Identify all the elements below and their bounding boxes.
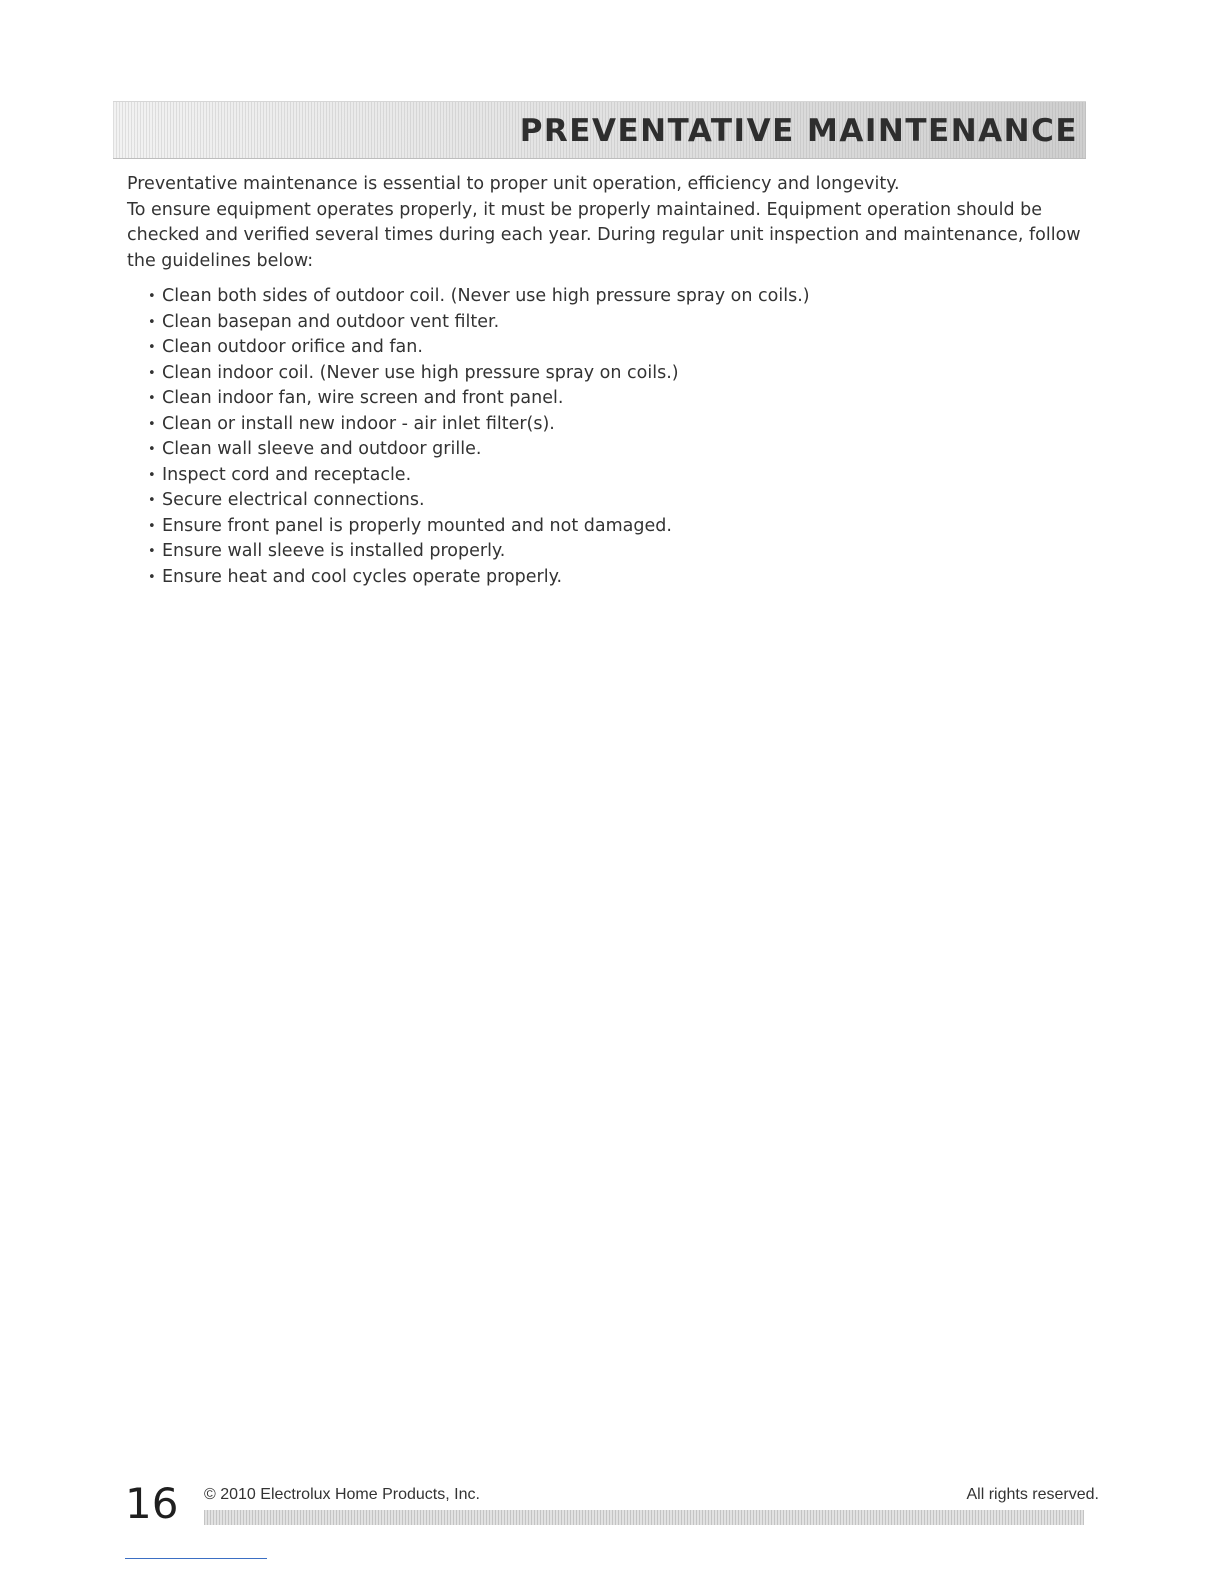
list-item	[148, 361, 810, 387]
list-item	[148, 463, 810, 489]
list-item-text: Clean wall sleeve and outdoor grille.	[162, 439, 482, 459]
list-item	[148, 412, 810, 438]
list-item-text: Ensure front panel is properly mounted and not damaged.	[162, 515, 672, 536]
list-item-text: Secure electrical connections.	[162, 490, 425, 510]
list-item-text: Ensure wall sleeve is installed properly.	[162, 541, 506, 561]
list-item	[148, 310, 810, 336]
list-item	[148, 335, 810, 361]
page-number: 16	[125, 1479, 179, 1528]
copyright-notice: © 2010 Electrolux Home Products, Inc.	[204, 1486, 480, 1503]
bullet-icon: •	[148, 416, 156, 432]
intro-paragraph-1: Preventative maintenance is essential to proper unit operation, efficiency and longevity.	[127, 174, 900, 194]
list-item	[148, 514, 810, 540]
list-item-text: Clean basepan and outdoor vent filter.	[162, 311, 500, 332]
intro-text	[127, 172, 1087, 274]
list-item	[148, 539, 810, 565]
section-title: PREVENTATIVE MAINTENANCE	[519, 113, 1078, 149]
list-item-text: Ensure heat and cool cycles operate properly.	[162, 566, 563, 587]
bullet-icon: •	[148, 442, 156, 457]
list-item	[148, 488, 810, 514]
bullet-icon: •	[148, 365, 156, 381]
bullet-icon: •	[148, 544, 156, 559]
bullet-icon: •	[148, 467, 156, 483]
rights-notice: All rights reserved.	[966, 1486, 1099, 1503]
list-item	[148, 386, 810, 412]
bullet-icon: •	[148, 289, 156, 304]
bullet-icon: •	[148, 340, 156, 355]
list-item-text: Inspect cord and receptacle.	[162, 464, 412, 485]
footer-rule	[125, 1558, 267, 1559]
intro-paragraph-2: To ensure equipment operates properly, it must be properly maintained. Equipment operation should be checked and verified several times during each year. During regular unit inspection and maintenance, follow the guidelines below:	[127, 199, 1081, 271]
bullet-icon: •	[148, 518, 156, 534]
section-header-bar	[113, 101, 1086, 159]
footer-bar	[204, 1510, 1084, 1525]
list-item-text: Clean indoor fan, wire screen and front panel.	[162, 388, 564, 408]
guidelines-list	[148, 284, 810, 590]
bullet-icon: •	[148, 493, 156, 508]
list-item	[148, 437, 810, 463]
list-item-text: Clean indoor coil. (Never use high pressure spray on coils.)	[162, 362, 679, 383]
list-item	[148, 565, 810, 591]
bullet-icon: •	[148, 314, 156, 330]
bullet-icon: •	[148, 569, 156, 585]
bullet-icon: •	[148, 391, 156, 406]
list-item-text: Clean or install new indoor - air inlet filter(s).	[162, 413, 555, 434]
list-item-text: Clean outdoor orifice and fan.	[162, 337, 423, 357]
list-item-text: Clean both sides of outdoor coil. (Never use high pressure spray on coils.)	[162, 286, 810, 306]
list-item	[148, 284, 810, 310]
